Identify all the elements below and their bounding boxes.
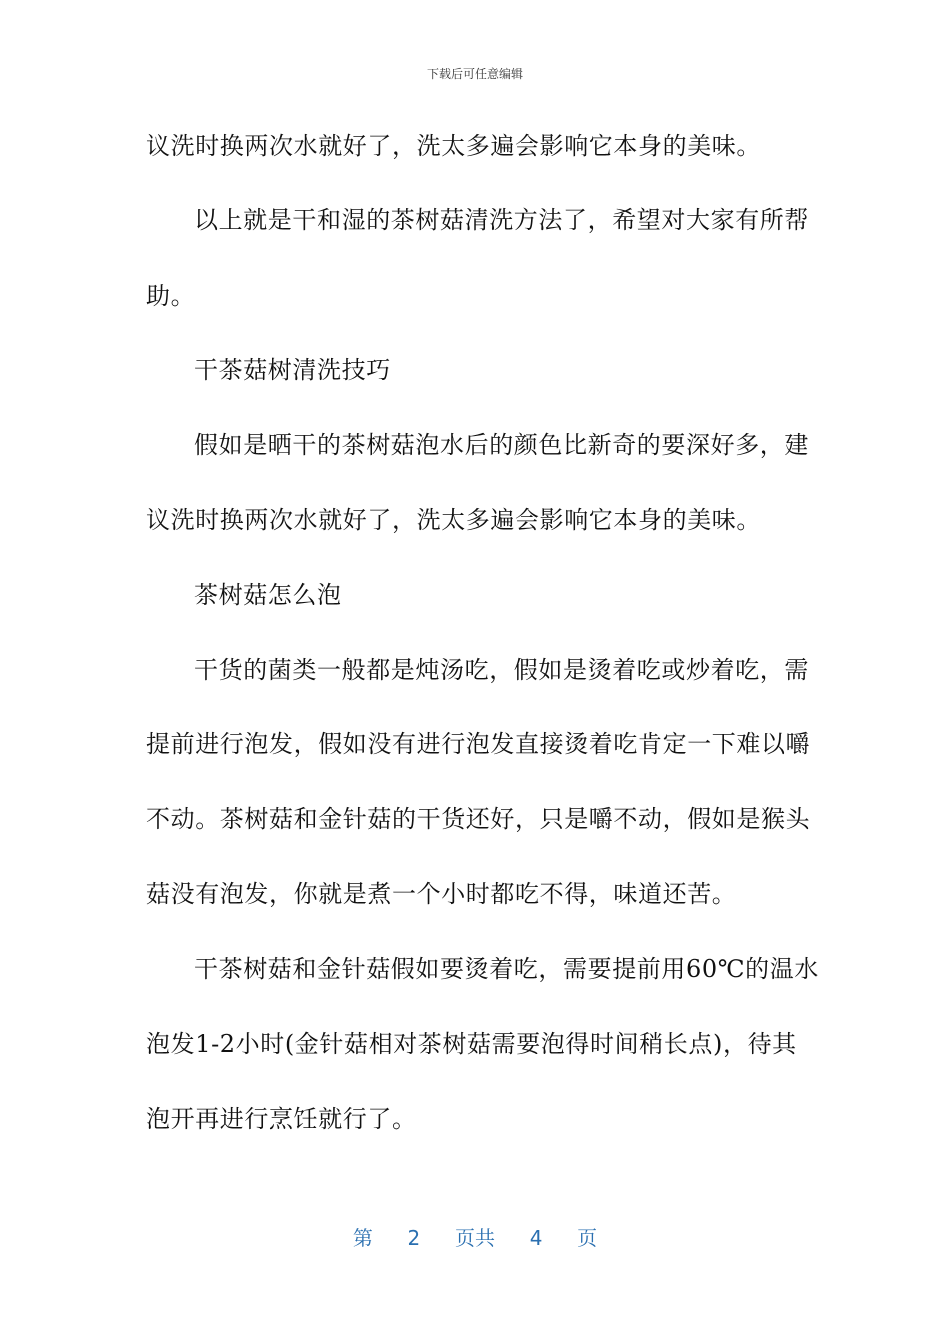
body-line: 提前进行泡发，假如没有进行泡发直接烫着吃肯定一下难以嚼 <box>146 730 811 758</box>
body-line: 泡开再进行烹饪就行了。 <box>146 1105 417 1133</box>
body-line: 菇没有泡发，你就是煮一个小时都吃不得，味道还苦。 <box>146 880 737 908</box>
page-header: 下载后可任意编辑 <box>426 67 523 81</box>
section-heading: 干茶菇树清洗技巧 <box>194 356 391 384</box>
body-line: 假如是晒干的茶树菇泡水后的颜色比新奇的要深好多，建 <box>194 431 809 459</box>
page-footer <box>0 1224 950 1252</box>
footer-middle: 页共 <box>455 1226 495 1250</box>
body-line: 干货的菌类一般都是炖汤吃，假如是烫着吃或炒着吃，需 <box>194 656 809 684</box>
body-line: 以上就是干和湿的茶树菇清洗方法了，希望对大家有所帮 <box>194 206 809 234</box>
footer-suffix: 页 <box>577 1226 598 1250</box>
body-line: 议洗时换两次水就好了，洗太多遍会影响它本身的美味。 <box>146 132 761 160</box>
footer-prefix: 第 <box>352 1226 373 1250</box>
footer-page-number: 2 <box>407 1226 421 1250</box>
body-line: 助。 <box>146 282 196 310</box>
body-line: 不动。茶树菇和金针菇的干货还好，只是嚼不动，假如是猴头 <box>146 805 811 833</box>
section-heading: 茶树菇怎么泡 <box>194 581 342 609</box>
body-line: 泡发1-2小时(金针菇相对茶树菇需要泡得时间稍长点)，待其 <box>146 1030 797 1058</box>
footer-total-pages: 4 <box>529 1226 543 1250</box>
body-line: 干茶树菇和金针菇假如要烫着吃，需要提前用60℃的温水 <box>194 955 819 983</box>
body-line: 议洗时换两次水就好了，洗太多遍会影响它本身的美味。 <box>146 506 761 534</box>
